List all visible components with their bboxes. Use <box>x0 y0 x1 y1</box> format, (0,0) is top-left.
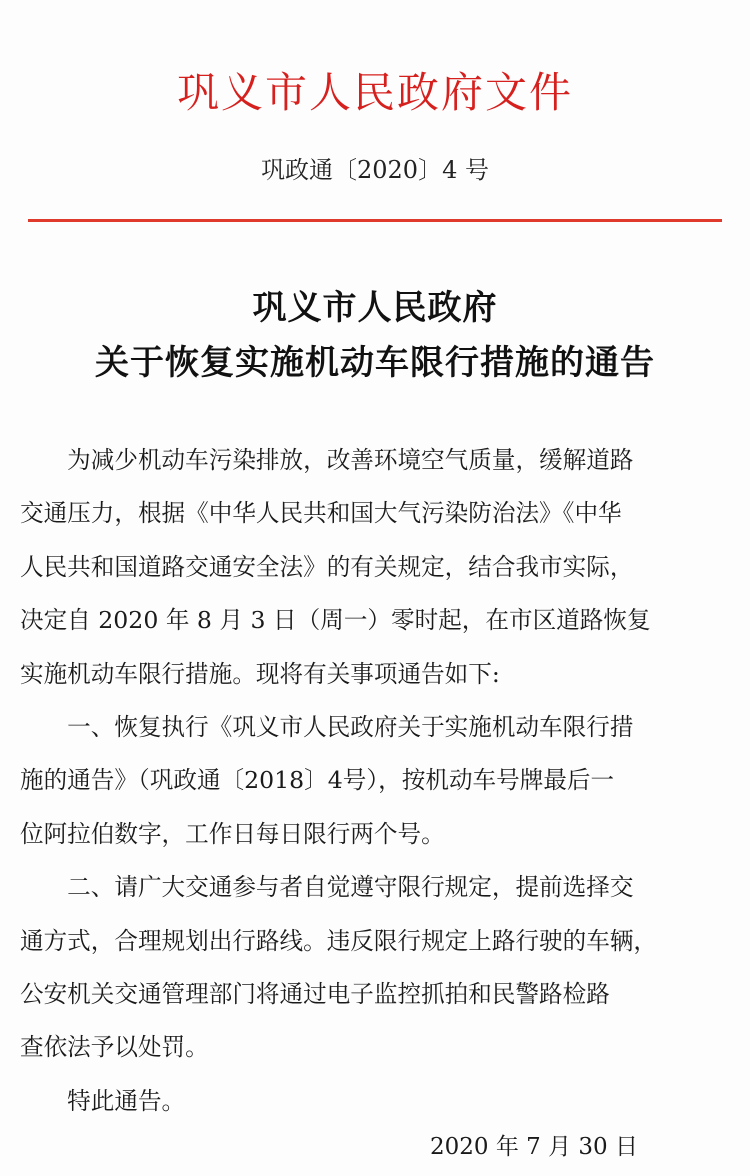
body-line: 特此通告。 <box>20 1086 186 1115</box>
body-line: 交通压力，根据《中华人民共和国大气污染防治法》《中华 <box>20 499 622 528</box>
body-line: 施的通告》（巩政通〔2018〕4号），按机动车号牌最后一 <box>20 766 615 795</box>
notice-title-line2: 关于恢复实施机动车限行措施的通告 <box>95 343 655 383</box>
body-line: 公安机关交通管理部门将通过电子监控抓拍和民警路检路 <box>20 979 610 1008</box>
body-line: 通方式，合理规划出行路线。违反限行规定上路行驶的车辆， <box>20 926 658 955</box>
notice-title-line1: 巩义市人民政府 <box>252 288 498 328</box>
body-line: 查依法予以处罚。 <box>20 1033 209 1062</box>
body-line: 二、请广大交通参与者自觉遵守限行规定，提前选择交 <box>20 873 634 902</box>
body-line: 为减少机动车污染排放，改善环境空气质量，缓解道路 <box>20 446 634 474</box>
body-line: 实施机动车限行措施。现将有关事项通告如下: <box>20 659 500 688</box>
body-line: 一、恢复执行《巩义市人民政府关于实施机动车限行措 <box>20 712 634 741</box>
notice-body <box>20 434 732 1128</box>
issue-date: 2020 年 7 月 30 日 <box>430 1134 638 1160</box>
body-line: 人民共和国道路交通安全法》的有关规定，结合我市实际， <box>20 552 634 581</box>
red-divider-line <box>28 219 722 222</box>
body-line: 位阿拉伯数字，工作日每日限行两个号。 <box>20 819 445 848</box>
issuer-header: 巩义市人民政府文件 <box>176 68 573 117</box>
body-line: 决定自 2020 年 8 月 3 日（周一）零时起，在市区道路恢复 <box>20 606 651 635</box>
document-number: 巩政通〔2020〕4 号 <box>261 156 489 184</box>
